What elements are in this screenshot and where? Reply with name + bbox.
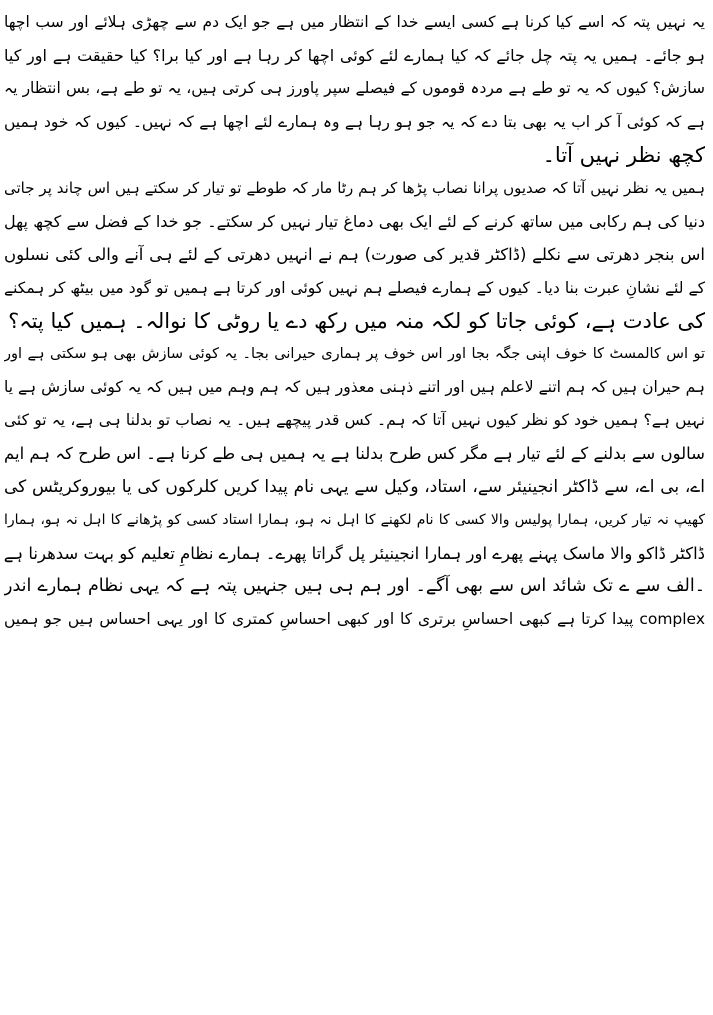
text-line: کے لئے نشانِ عبرت بنا دیا۔ کیوں کے ہمارے فیصلے ہم نہیں کوئی اور کرتا ہے ہمیں تو گود میں بیٹھ کر ہمکنے <box>4 278 705 297</box>
paragraph-1 <box>4 6 705 172</box>
paragraph-2 <box>4 172 705 338</box>
text-line: complex پیدا کرتا ہے کبھی احساسِ برتری کا اور کبھی احساسِ کمتری کا اور یہی احساس ہیں جو ہمیں <box>4 610 705 629</box>
text-line: ۔الف سے ے تک شائد اس سے بھی آگے۔ اور ہم ہی ہیں جنہیں پتہ ہے کہ یہی نظام ہمارے اندر <box>4 576 705 597</box>
text-line: کھیپ نہ تیار کریں، ہمارا پولیس والا کسی کا نام لکھنے کا اہل نہ ہو، ہمارا استاد کسی کو پڑھانے کا اہل نہ ہو، ہمارا <box>4 511 705 528</box>
text-line: اے، بی اے، سے ڈاکٹر انجینیئر سے، استاد، وکیل سے یہی نام پیدا کریں کلرکوں کی یا بیوروکریٹس کی <box>4 476 705 497</box>
text-line: ہے کہ کوئی آ کر اب یہ بھی بتا دے کہ یہ جو ہو رہا ہے وہ ہمارے لئے اچھا ہے کہ نہیں۔ کیوں کہ خود ہمیں <box>4 112 705 131</box>
text-line: ڈاکٹر ڈاکو والا ماسک پہنے پھرے اور ہمارا انجینیئر پل گراتا پھرے۔ ہمارے نظامِ تعلیم کو بہت سدھرنا ہے <box>4 544 705 563</box>
text-line: کی عادت ہے، کوئی جاتا کو لکہ منہ میں رکھ دے یا روٹی کا نوالہ۔ ہمیں کیا پتہ؟ <box>8 308 705 333</box>
text-line: اس بنجر دھرتی سے نکلے (ڈاکٹر قدیر کی صورت) ہم نے انہیں دھرتی کے لئے ہی آنے والی کئی نسلوں <box>4 245 705 265</box>
text-line: نہیں ہے؟ ہمیں خود کو نظر کیوں نہیں آتا کہ ہم۔ کس قدر پیچھے ہیں۔ یہ نصاب تو بدلنا ہی ہے، یہ تو کئی <box>4 411 705 430</box>
text-line: ہم حیران ہیں کہ ہم اتنے لاعلم ہیں اور اتنے ذہنی معذور ہیں کہ ہم وہم میں ہیں کہ یہ کوئی سازش ہے یا <box>4 378 705 397</box>
text-line: سالوں سے بدلنے کے لئے تیار ہے مگر کس طرح بدلنا ہے یہ ہمیں ہی طے کرنا ہے۔ اس طرح کہ ہم ایم <box>4 444 705 464</box>
text-line: کچھ نظر نہیں آتا۔ <box>542 142 705 167</box>
paragraph-3 <box>4 338 705 637</box>
text-line: دنیا کی ہم رکابی میں ساتھ کرنے کے لئے ایک بھی دماغ تیار نہیں کر سکتے۔ جو خدا کے فضل سے کچھ پھل <box>4 212 705 232</box>
text-line: سازش؟ کیوں کہ یہ تو طے ہے مردہ قوموں کے فیصلے سپر پاورز ہی کرتی ہیں، یہ تو طے ہے، بس انتظار یہ <box>4 79 705 98</box>
text-line: ہمیں یہ نظر نہیں آتا کہ صدیوں پرانا نصاب پڑھا کر ہم رٹا مار کہ طوطے تو تیار کر سکتے ہیں اس چاند پر جاتی <box>4 178 705 197</box>
text-line: یہ نہیں پتہ کہ اسے کیا کرنا ہے کسی ایسے خدا کے انتظار میں ہے جو ایک دم سے چھڑی ہلائے اور سب اچھا <box>4 13 705 31</box>
text-line: ہو جائے۔ ہمیں یہ پتہ چل جائے کہ کیا ہمارے لئے کوئی اچھا کر رہا ہے اور کیا برا؟ کیا حقیقت ہے اور کیا <box>4 46 705 66</box>
text-line: تو اس کالمسٹ کا خوف اپنی جگہ بجا اور اس خوف پر ہماری حیرانی بجا۔ یہ کوئی سازش بھی ہو سکتی ہے اور <box>4 345 705 362</box>
